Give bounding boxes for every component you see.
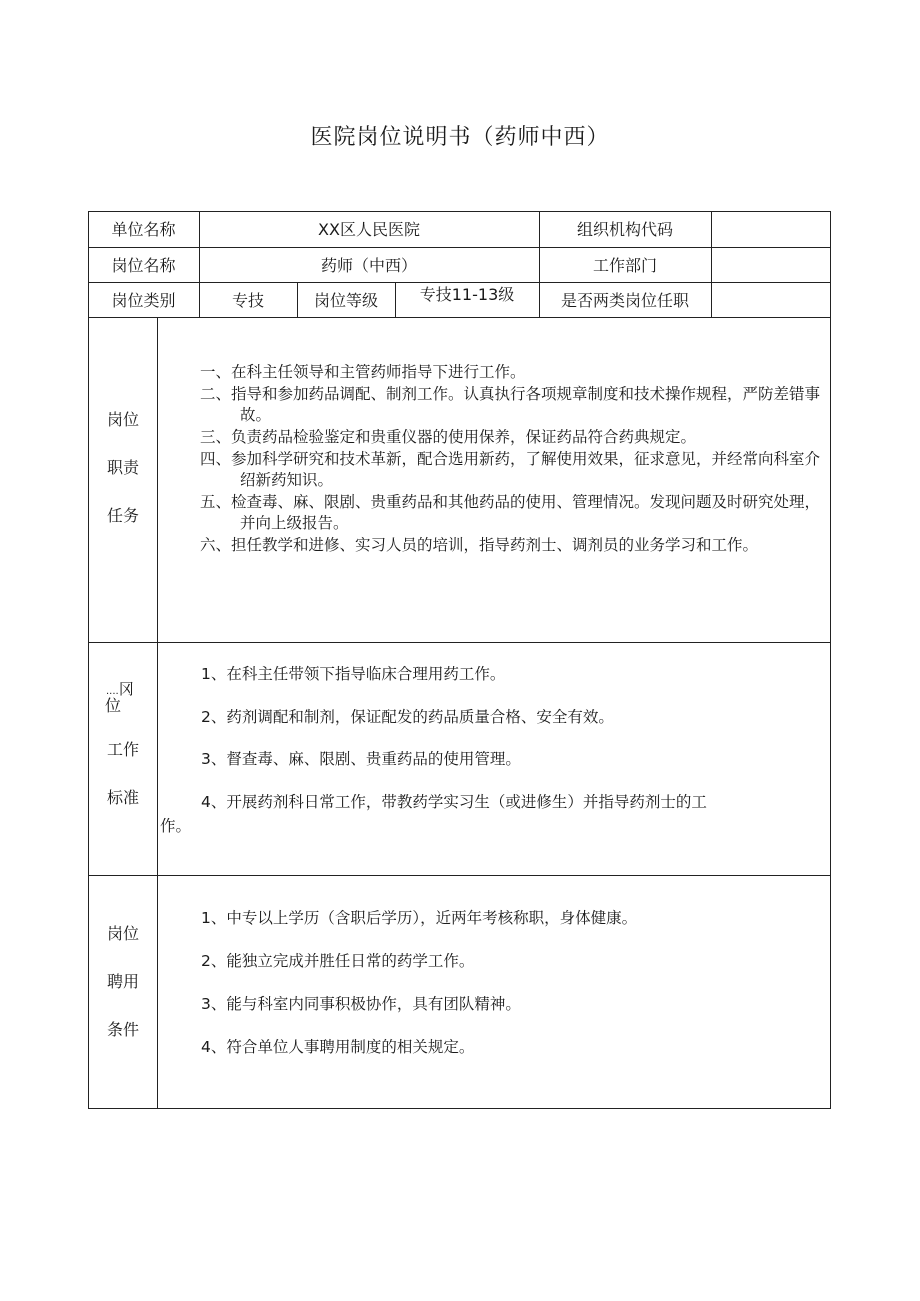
- post-category-label: 岗位类别: [111, 291, 176, 310]
- row-divider: [88, 875, 831, 876]
- post-name-label: 岗位名称: [111, 256, 176, 275]
- duty-item: 四、参加科学研究和技术革新，配合选用新药，了解使用效果，征求意见，并经常向科室介绍新药知识。: [200, 450, 821, 489]
- duty-item: 二、指导和参加药品调配、制剂工作。认真执行各项规章制度和技术操作规程，严防差错事故。: [200, 385, 821, 424]
- standard-item: 1、在科主任带领下指导临床合理用药工作。: [201, 665, 506, 683]
- dual-post-label: 是否两类岗位任职: [560, 291, 689, 310]
- post-name-value: 药师（中西）: [320, 256, 417, 275]
- standard-item: 2、药剂调配和制剂，保证配发的药品质量合格、安全有效。: [201, 708, 614, 726]
- duties-label-line: 岗位: [106, 410, 139, 429]
- duties-label-line: 任务: [106, 506, 139, 525]
- standard-item: 4、开展药剂科日常工作，带教药学实习生（或进修生）并指导药剂士的工: [201, 793, 707, 811]
- row-divider: [88, 317, 831, 318]
- post-grade-value: 专技11-13级: [419, 285, 515, 304]
- col-divider: [711, 211, 712, 317]
- standards-label-line: 标准: [106, 788, 139, 807]
- job-table: [88, 211, 831, 1109]
- row-divider: [88, 642, 831, 643]
- requirements-label: [88, 921, 158, 1040]
- standards-label: [88, 693, 158, 808]
- requirements-label-line: 条件: [106, 1020, 139, 1039]
- duty-item: 三、负责药品检验鉴定和贵重仪器的使用保养，保证药品符合药典规定。: [200, 428, 697, 446]
- standards-label-top: 冈: [118, 680, 134, 698]
- duties-list: [200, 362, 820, 556]
- requirements-label-line: 聘用: [106, 972, 139, 991]
- standards-label-dots: ....: [106, 686, 119, 697]
- requirement-item: 4、符合单位人事聘用制度的相关规定。: [201, 1038, 475, 1056]
- standards-label-line: 位: [105, 696, 122, 715]
- unit-name-label: 单位名称: [111, 220, 176, 239]
- duty-item: 一、在科主任领导和主管药师指导下进行工作。: [200, 363, 526, 381]
- unit-name-value: XX区人民医院: [318, 220, 420, 239]
- duties-label: [88, 407, 158, 526]
- requirements-label-line: 岗位: [106, 924, 139, 943]
- requirement-item: 2、能独立完成并胜任日常的药学工作。: [201, 952, 475, 970]
- org-code-label: 组织机构代码: [576, 220, 673, 239]
- standard-item: 3、督查毒、麻、限剧、贵重药品的使用管理。: [201, 750, 521, 768]
- page-title: 医院岗位说明书（药师中西）: [310, 125, 610, 150]
- post-category-value: 专技: [231, 291, 264, 310]
- duty-item: 五、检查毒、麻、限剧、贵重药品和其他药品的使用、管理情况。发现问题及时研究处理，并向上级报告。: [200, 493, 821, 532]
- department-label: 工作部门: [592, 256, 657, 275]
- requirement-item: 3、能与科室内同事积极协作，具有团队精神。: [201, 995, 521, 1013]
- duty-item: 六、担任教学和进修、实习人员的培训，指导药剂士、调剂员的业务学习和工作。: [200, 536, 759, 554]
- standards-label-line: 工作: [106, 740, 139, 759]
- duties-label-line: 职责: [106, 458, 139, 477]
- post-grade-label: 岗位等级: [313, 291, 378, 310]
- requirement-item: 1、中专以上学历（含职后学历），近两年考核称职，身体健康。: [201, 909, 638, 927]
- standard-item-continued: 作。: [160, 817, 192, 835]
